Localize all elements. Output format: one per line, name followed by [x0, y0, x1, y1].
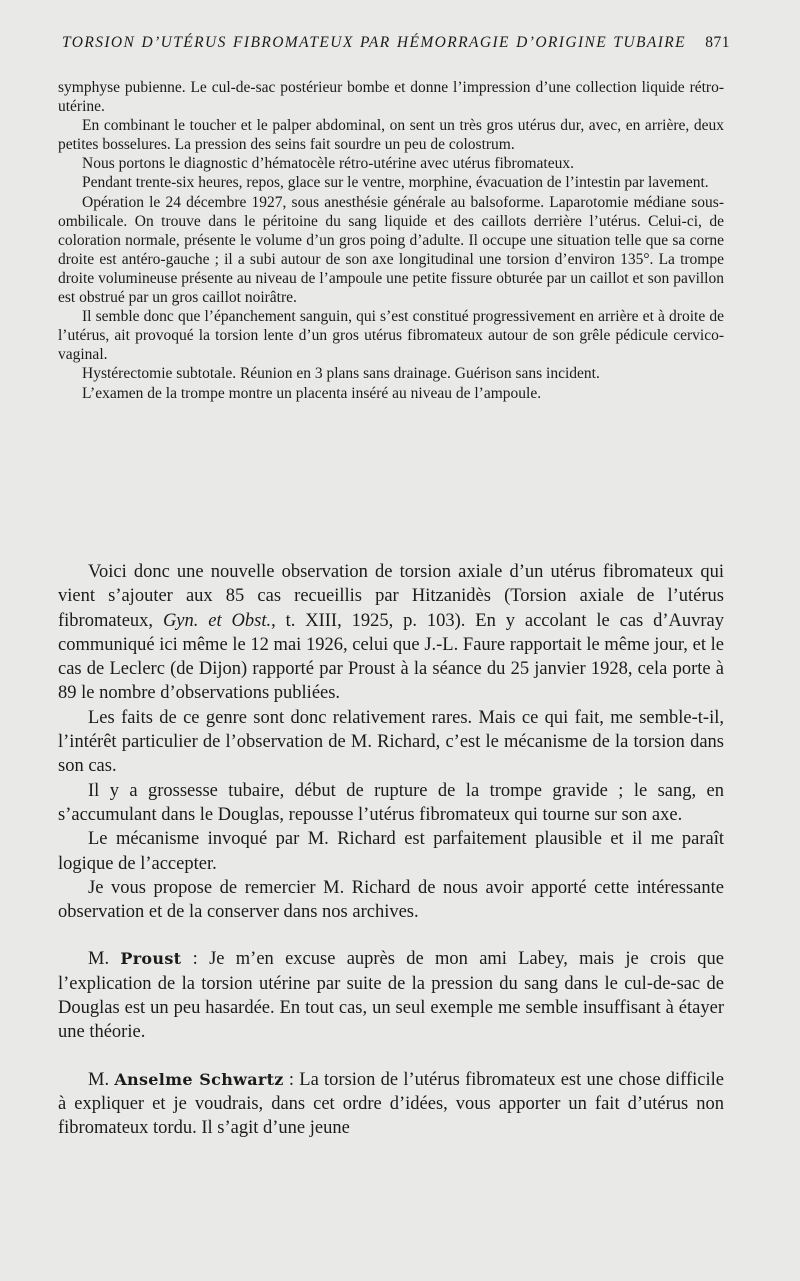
running-title: TORSION D’UTÉRUS FIBROMATEUX PAR HÉMORRAGIE D’ORIGINE TUBAIRE [62, 34, 687, 51]
report-text [58, 560, 724, 1141]
report-paragraph [58, 560, 724, 706]
observation-paragraph: Nous portons le diagnostic d’hématocèle rétro-utérine avec utérus fibromateux. [82, 155, 574, 173]
discussion-proust [58, 947, 724, 1044]
case-observation [58, 78, 724, 403]
speech-text: : Je m’en excuse auprès de mon ami Labey, mais je crois que l’explication de la torsion utérine par suite de la pression du sang dans le cul-de-sac de Douglas est un peu hasardée. En tout cas, un seul exemple me semble insuffisant à étayer une théorie. [58, 949, 724, 1043]
report-paragraph: Il y a grossesse tubaire, début de rupture de la trompe gravide ; le sang, en s’accumulant dans le Douglas, repousse l’utérus fibromateux qui tourne sur son axe. [58, 780, 724, 825]
observation-paragraph: Il semble donc que l’épanchement sanguin, qui s’est constitué progressivement en arrière et à droite de l’utérus, ait provoqué la torsion lente d’un gros utérus fibromateux autour de son grêle pédicule cervico-vaginal. [58, 308, 724, 364]
observation-paragraph: En combinant le toucher et le palper abdominal, on sent un très gros utérus dur, avec, en arrière, deux petites bosselures. La pression des seins fait sourdre un peu de colostrum. [58, 117, 724, 154]
report-paragraph: Les faits de ce genre sont donc relativement rares. Mais ce qui fait, me semble-t-il, l’intérêt particulier de l’observation de M. Richard, c’est le mécanisme de la torsion dans son cas. [58, 707, 724, 777]
speech-text: : La torsion de l’utérus fibromateux est une chose difficile à expliquer et je voudrais, dans cet ordre d’idées, vous apporter un fait d’utérus non fibromateux tordu. Il s’agit d’une jeune [58, 1069, 724, 1139]
report-paragraph: Le mécanisme invoqué par M. Richard est parfaitement plausible et il me paraît logique de l’accepter. [58, 829, 724, 874]
journal-title: Gyn. et Obst. [162, 610, 272, 631]
discussion-schwartz [58, 1068, 724, 1141]
speaker-prefix: M. [88, 949, 121, 970]
report-text-part: , t. XIII, 1925, p. 103). En y accolant le cas d’Auvray communiqué ici même le 12 mai 1926, celui que J.-L. Faure rapportait le même jour, et le cas de Leclerc (de Dijon) rapporté par Proust à la séance du 25 janvier 1928, cela porte à 89 le nombre d’observations publiées. [58, 610, 725, 704]
page-number: 871 [705, 34, 730, 51]
report-paragraph: Je vous propose de remercier M. Richard de nous avoir apporté cette intéressante observation et de la conserver dans nos archives. [58, 877, 724, 923]
speaker-name: Anselme Schwartz [114, 1069, 284, 1089]
observation-paragraph: Hystérectomie subtotale. Réunion en 3 plans sans drainage. Guérison sans incident. [82, 365, 600, 383]
running-header [62, 34, 730, 52]
speaker-prefix: M. [88, 1069, 115, 1090]
observation-paragraph: symphyse pubienne. Le cul-de-sac postérieur bombe et donne l’impression d’une collection liquide rétro-utérine. [58, 79, 724, 116]
report-text-part: Voici donc une nouvelle observation de torsion axiale d’un utérus fibromateux qui vient s’ajouter aux 85 cas recueillis par Hitzanidès (Torsion axiale de l’utérus fibromateux, [58, 562, 724, 631]
speaker-name: Proust [120, 949, 182, 969]
observation-paragraph: L’examen de la trompe montre un placenta inséré au niveau de l’ampoule. [82, 384, 542, 402]
observation-paragraph: Pendant trente-six heures, repos, glace sur le ventre, morphine, évacuation de l’intestin par lavement. [82, 174, 709, 192]
observation-paragraph: Opération le 24 décembre 1927, sous anesthésie générale au balsoforme. Laparotomie médiane sous-ombilicale. On trouve dans le péritoine du sang liquide et des caillots derrière l’utérus. Celui-ci, de coloration normale, présente le volume d’un gros poing d’adulte. Il occupe une situation telle que sa corne droite est antéro-gauche ; il a subi autour de son axe longitudinal une torsion d’environ 135°. La trompe droite volumineuse présente au niveau de l’ampoule une petite fissure obturée par un caillot et son pavillon est obstrué par un gros caillot noirâtre. [58, 193, 724, 307]
